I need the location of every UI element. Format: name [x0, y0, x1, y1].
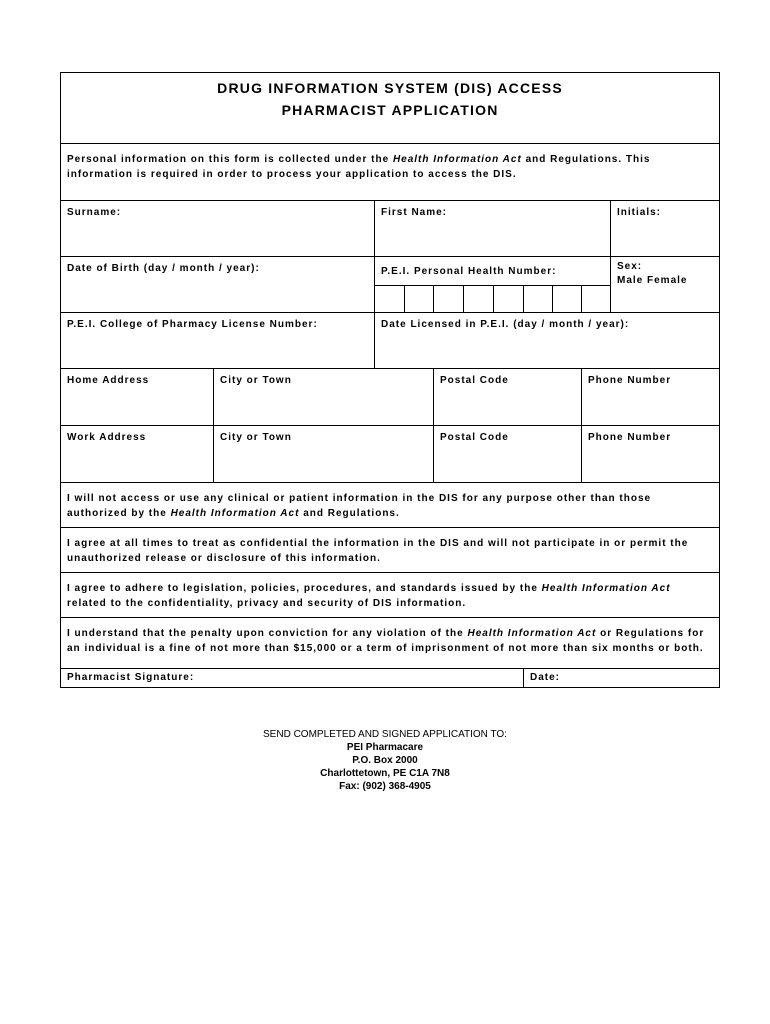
surname-field[interactable] — [61, 201, 375, 257]
phn-digit-box[interactable] — [553, 286, 582, 313]
dob-label: Date of Birth (day / month / year): — [67, 263, 260, 274]
sex-label: Sex: — [617, 261, 643, 272]
application-form — [60, 72, 719, 688]
first-name-field[interactable] — [375, 201, 611, 257]
license-number-label: P.E.I. College of Pharmacy License Number: — [67, 319, 318, 330]
phn-digit-box[interactable] — [464, 286, 494, 313]
phn-digit-box[interactable] — [434, 286, 464, 313]
statement-3: I agree to adhere to legislation, policies, procedures, and standards issued by the Health Information Act related to the confidentiality, privacy and security of DIS information. — [67, 583, 671, 609]
signature-field[interactable] — [61, 669, 524, 688]
intro-text: Personal information on this form is collected under the Health Information Act and Regulations. This information is required in order to process your application to access the DIS. — [67, 154, 651, 180]
statement-4-cell — [61, 618, 720, 669]
home-address-label: Home Address — [67, 375, 150, 386]
statement-2-cell — [61, 528, 720, 573]
send-org: PEI Pharmacare — [346, 742, 424, 753]
phn-digit-box[interactable] — [494, 286, 524, 313]
statement-3-cell — [61, 573, 720, 618]
statement-4: I understand that the penalty upon conviction for any violation of the Health Information Act or Regulations for an individual is a fine of not more than $15,000 or a term of imprisonment of not more than six months or both. — [67, 628, 705, 654]
send-to-block — [0, 728, 770, 793]
form-table — [60, 72, 720, 688]
phn-label-cell — [375, 257, 611, 286]
date-field[interactable] — [524, 669, 720, 688]
work-postal-label: Postal Code — [440, 432, 509, 443]
work-address-label: Work Address — [67, 432, 147, 443]
intro-cell — [61, 144, 720, 201]
work-address-field[interactable] — [61, 426, 214, 483]
home-postal-field[interactable] — [434, 369, 582, 426]
home-city-label: City or Town — [220, 375, 292, 386]
home-phone-label: Phone Number — [588, 375, 672, 386]
statement-2: I agree at all times to treat as confidential the information in the DIS and will not participate in or permit the unauthorized release or disclosure of this information. — [67, 538, 689, 564]
form-subtitle: PHARMACIST APPLICATION — [281, 102, 499, 118]
home-address-field[interactable] — [61, 369, 214, 426]
date-licensed-field[interactable] — [375, 313, 720, 369]
signature-label: Pharmacist Signature: — [67, 672, 195, 683]
form-title: DRUG INFORMATION SYSTEM (DIS) ACCESS — [217, 80, 563, 96]
work-phone-label: Phone Number — [588, 432, 672, 443]
sex-options: Male Female — [617, 275, 688, 286]
phn-digit-box[interactable] — [375, 286, 405, 313]
statement-1: I will not access or use any clinical or patient information in the DIS for any purpose other than those authorized by the Health Information Act and Regulations. — [67, 493, 652, 519]
work-city-field[interactable] — [214, 426, 434, 483]
phn-digit-box[interactable] — [582, 286, 611, 313]
license-number-field[interactable] — [61, 313, 375, 369]
send-fax: Fax: (902) 368-4905 — [339, 781, 431, 792]
title-cell — [61, 73, 720, 144]
phn-digit-box[interactable] — [405, 286, 434, 313]
date-label: Date: — [530, 672, 561, 683]
statement-1-cell — [61, 483, 720, 528]
sex-field[interactable] — [611, 257, 720, 313]
first-name-label: First Name: — [381, 207, 448, 218]
send-heading: SEND COMPLETED AND SIGNED APPLICATION TO: — [263, 729, 507, 740]
work-city-label: City or Town — [220, 432, 292, 443]
initials-field[interactable] — [611, 201, 720, 257]
home-city-field[interactable] — [214, 369, 434, 426]
dob-field[interactable] — [61, 257, 375, 313]
phn-digit-box[interactable] — [524, 286, 553, 313]
work-phone-field[interactable] — [582, 426, 720, 483]
send-box: P.O. Box 2000 — [352, 755, 418, 766]
send-city: Charlottetown, PE C1A 7N8 — [320, 768, 450, 779]
home-phone-field[interactable] — [582, 369, 720, 426]
date-licensed-label: Date Licensed in P.E.I. (day / month / year): — [381, 319, 630, 330]
work-postal-field[interactable] — [434, 426, 582, 483]
surname-label: Surname: — [67, 207, 122, 218]
phn-label: P.E.I. Personal Health Number: — [381, 266, 557, 277]
initials-label: Initials: — [617, 207, 662, 218]
home-postal-label: Postal Code — [440, 375, 509, 386]
